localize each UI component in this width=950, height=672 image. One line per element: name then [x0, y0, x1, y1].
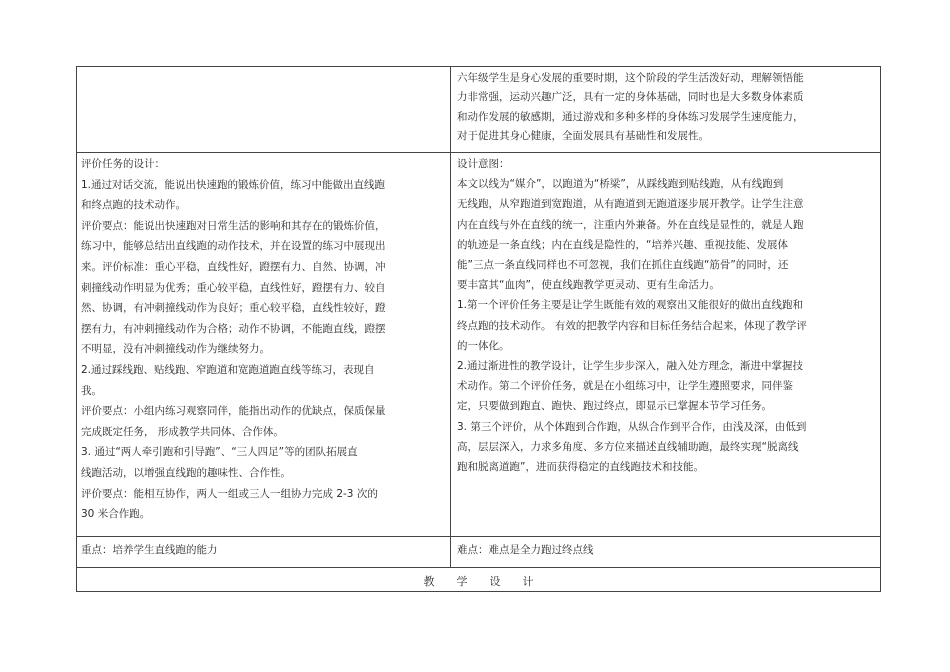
text-line: 定，只要做到跑直、跑快、跑过终点，即显示已掌握本节学习任务。: [457, 400, 772, 413]
text-line: 术动作。第二个评价任务，就是在小组练习中，让学生遵照要求，同伴鉴: [457, 380, 793, 393]
text-line: 完成既定任务， 形成教学共同体、合作体。: [81, 425, 284, 438]
text-line: 评价要点：能说出快速跑对日常生活的影响和其存在的锻炼价值，: [81, 219, 386, 232]
difficult-point-text: 难点：难点是全力跑过终点线: [457, 544, 594, 556]
text-line: 跑和脱离道跑”，进而获得稳定的直线跑技术和技能。: [457, 461, 704, 474]
text-line: 练习中，能够总结出直线跑的动作技术，并在设置的练习中展现出: [81, 240, 386, 253]
row-divider: [77, 567, 880, 568]
text-line: 1.通过对话交流，能说出快速跑的锻炼价值，练习中能做出直线跑: [81, 178, 386, 191]
text-line: 终点跑的技术动作。 有效的把教学内容和目标任务结合起来，体现了教学评: [457, 319, 807, 332]
key-point-cell: [81, 541, 447, 565]
text-line: 六年级学生是身心发展的重要时期，这个阶段的学生活泼好动，理解领悟能: [457, 72, 804, 84]
text-line: 评价任务的设计：: [81, 158, 165, 170]
difficult-point-cell: [457, 541, 877, 565]
text-line: 内在直线与外在直线的统一，注重内外兼备。外在直线是显性的，就是人跑: [457, 218, 804, 231]
text-line: 要丰富其“血肉”，使直线跑教学更灵动、更有生命活力。: [457, 279, 720, 292]
row-divider: [77, 536, 880, 537]
lesson-plan-table: [76, 66, 881, 592]
text-line: 的一体化。: [457, 339, 510, 352]
evaluation-task-cell: [81, 154, 447, 534]
text-line: 评价要点：能相互协作，两人一组或三人一组协力完成 2-3 次的: [81, 487, 378, 500]
student-analysis-cell: [457, 69, 877, 151]
text-line: 3. 通过“两人牵引跑和引导跑”、“三人四足”等的团队拓展直: [81, 446, 358, 459]
column-divider: [450, 67, 451, 567]
text-line: 2.通过渐进性的教学设计，让学生步步深入，融入处方理念，渐进中掌握技: [457, 360, 804, 373]
text-line: 1.第一个评价任务主要是让学生既能有效的观察出又能很好的做出直线跑和: [457, 299, 804, 312]
text-line: 来。评价标准：重心平稳，直线性好，蹬摆有力、自然、协调，冲: [81, 260, 386, 273]
text-line: 本文以线为“媒介”，以跑道为“桥梁”，从踩线跑到贴线跑，从有线跑到: [457, 178, 784, 191]
text-line: 的轨迹是一条直线；内在直线是隐性的，“培养兴趣、重视技能、发展体: [457, 238, 788, 251]
text-line: 3. 第三个评价，从个体跑到合作跑，从纵合作到平合作，由浅及深，由低到: [457, 420, 807, 433]
text-line: 高，层层深入，力求多角度、多方位来描述直线辅助跑，最终实现“脱离线: [457, 440, 799, 453]
text-line: 我。: [81, 384, 102, 397]
text-line: 2.通过踩线跑、贴线跑、窄跑道和宽跑道跑直线等练习，表现自: [81, 363, 375, 376]
text-line: 线跑活动，以增强直线跑的趣味性、合作性。: [81, 466, 291, 479]
text-line: 摆有力，有冲刺撞线动作为合格；动作不协调，不能跑直线，蹬摆: [81, 322, 386, 335]
text-line: 和动作发展的敏感期，通过游戏和多种多样的身体练习发展学生速度能力，: [457, 110, 804, 123]
text-line: 评价要点：小组内练习观察同伴，能指出动作的优缺点，保质保量: [81, 405, 386, 418]
text-line: 无线跑，从窄跑道到宽跑道，从有跑道到无跑道逐步展开教学。让学生注意: [457, 198, 804, 211]
text-line: 刺撞线动作明显为优秀；重心较平稳，直线性好，蹬摆有力、较自: [81, 281, 386, 294]
text-line: 30 米合作跑。: [81, 508, 151, 521]
top-left-empty-cell: [77, 67, 450, 152]
text-line: 对于促进其身心健康，全面发展具有基础性和发展性。: [457, 129, 709, 142]
design-intent-cell: [457, 154, 879, 534]
text-line: 力非常强，运动兴趣广泛，具有一定的身体基础，同时也是大多数身体素质: [457, 91, 804, 104]
text-line: 设计意图：: [457, 158, 510, 170]
text-line: 不明显，没有冲刺撞线动作为继续努力。: [81, 343, 270, 356]
teaching-design-title: 教学设计: [423, 575, 556, 588]
row-divider: [77, 152, 880, 153]
key-point-text: 重点：培养学生直线跑的能力: [81, 544, 218, 556]
text-line: 能”三点一条直线同样也不可忽视，我们在抓住直线跑“筋骨”的同时，还: [457, 259, 789, 272]
text-line: 和终点跑的技术动作。: [81, 199, 186, 212]
text-line: 然、协调，有冲刺撞线动作为良好；重心较平稳，直线性较好，蹬: [81, 302, 386, 315]
